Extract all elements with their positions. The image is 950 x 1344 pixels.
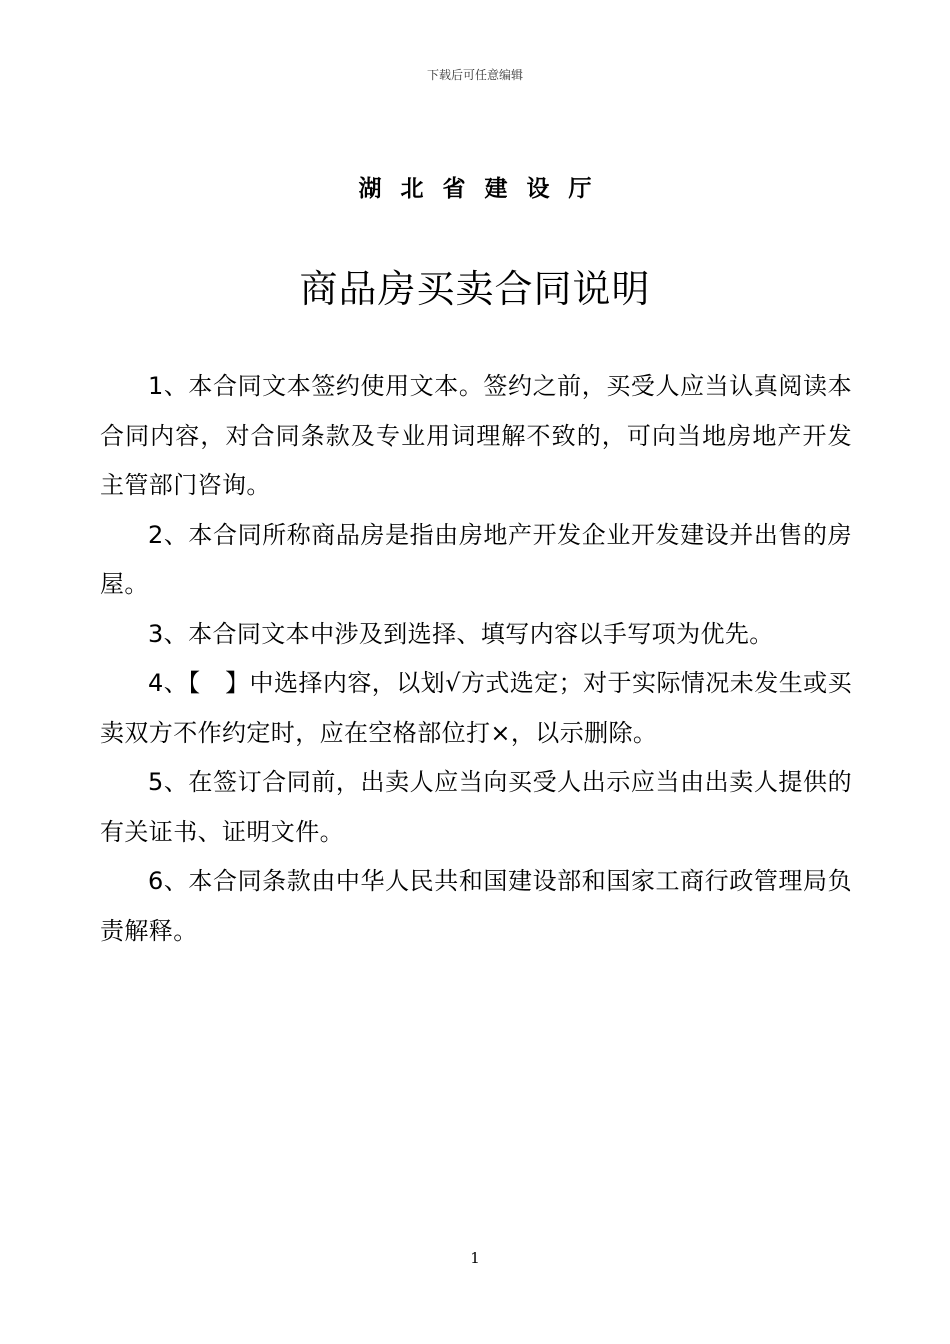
paragraph-2: 2、本合同所称商品房是指由房地产开发企业开发建设并出售的房屋。 bbox=[100, 520, 852, 598]
document-body bbox=[100, 362, 852, 956]
document-title: 商品房买卖合同说明 bbox=[299, 267, 651, 311]
header-note: 下载后可任意编辑 bbox=[426, 68, 523, 82]
paragraph-4: 4、【 】中选择内容，以划√方式选定；对于实际情况未发生或买卖双方不作约定时，应在空格部位打×，以示删除。 bbox=[100, 669, 852, 747]
page-number: 1 bbox=[470, 1249, 480, 1267]
organization-title: 湖北省建设厅 bbox=[358, 176, 611, 202]
paragraph-5: 5、在签订合同前，出卖人应当向买受人出示应当由出卖人提供的有关证书、证明文件。 bbox=[100, 768, 852, 846]
paragraph-1: 1、本合同文本签约使用文本。签约之前，买受人应当认真阅读本合同内容，对合同条款及专业用词理解不致的，可向当地房地产开发主管部门咨询。 bbox=[100, 372, 852, 499]
paragraph-6: 6、本合同条款由中华人民共和国建设部和国家工商行政管理局负责解释。 bbox=[100, 867, 852, 945]
paragraph-3: 3、本合同文本中涉及到选择、填写内容以手写项为优先。 bbox=[148, 619, 774, 648]
